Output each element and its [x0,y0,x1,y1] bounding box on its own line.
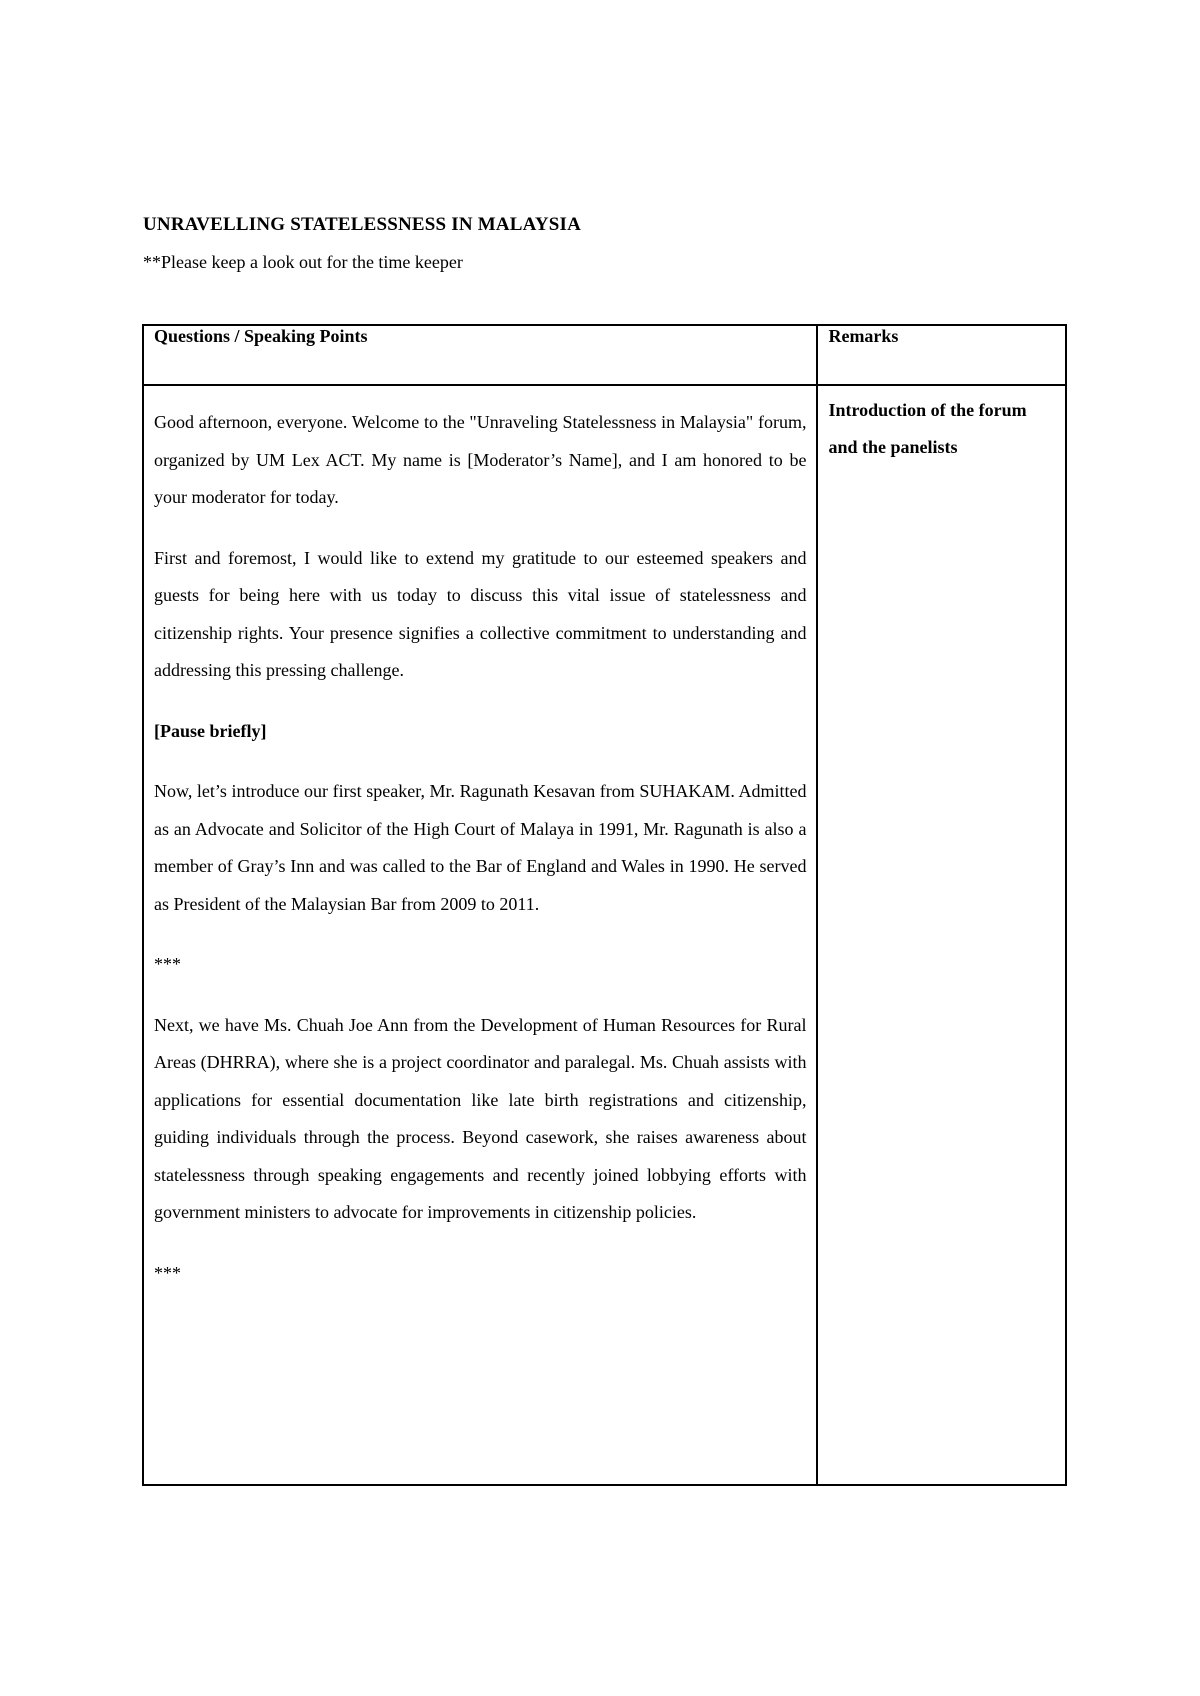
speaking-points-cell [143,385,817,1485]
remarks-cell: Introduction of the forum and the panelists [817,385,1066,1485]
second-speaker-paragraph: Next, we have Ms. Chuah Joe Ann from the Development of Human Resources for Rural Areas (DHRRA), where she is a project coordinator and paralegal. Ms. Chuah assists with applications for essential documentation like late birth registrations and citizenship, guiding individuals through the process. Beyond casework, she raises awareness about statelessness through speaking engagements and recently joined lobbying efforts with government ministers to advocate for improvements in citizenship policies. [154,1014,807,1222]
section-separator: *** [154,954,181,974]
pause-instruction: [Pause briefly] [154,720,267,741]
gratitude-paragraph: First and foremost, I would like to extend my gratitude to our esteemed speakers and guests for being here with us today to discuss this vital issue of statelessness and citizenship rights. Your presence signifies a collective commitment to understanding and addressing this pressing challenge. [154,547,807,680]
table-header-row [143,325,1066,385]
section-separator: *** [154,1262,181,1283]
time-keeper-note: **Please keep a look out for the time keeper [143,252,463,272]
document-title: UNRAVELLING STATELESSNESS IN MALAYSIA [143,214,582,235]
speaking-points-table [142,324,1067,1486]
welcome-paragraph: Good afternoon, everyone. Welcome to the "Unraveling Statelessness in Malaysia" forum, organized by UM Lex ACT. My name is [Moderator’s Name], and I am honored to be your moderator for today. [154,412,807,507]
header-remarks: Remarks [817,325,1066,385]
header-questions-speaking-points: Questions / Speaking Points [143,325,817,385]
table-row [143,385,1066,1485]
first-speaker-paragraph: Now, let’s introduce our first speaker, Mr. Ragunath Kesavan from SUHAKAM. Admitted as an Advocate and Solicitor of the High Court of Malaya in 1991, Mr. Ragunath is also a member of Gray’s Inn and was called to the Bar of England and Wales in 1990. He served as President of the Malaysian Bar from 2009 to 2011. [154,781,807,914]
